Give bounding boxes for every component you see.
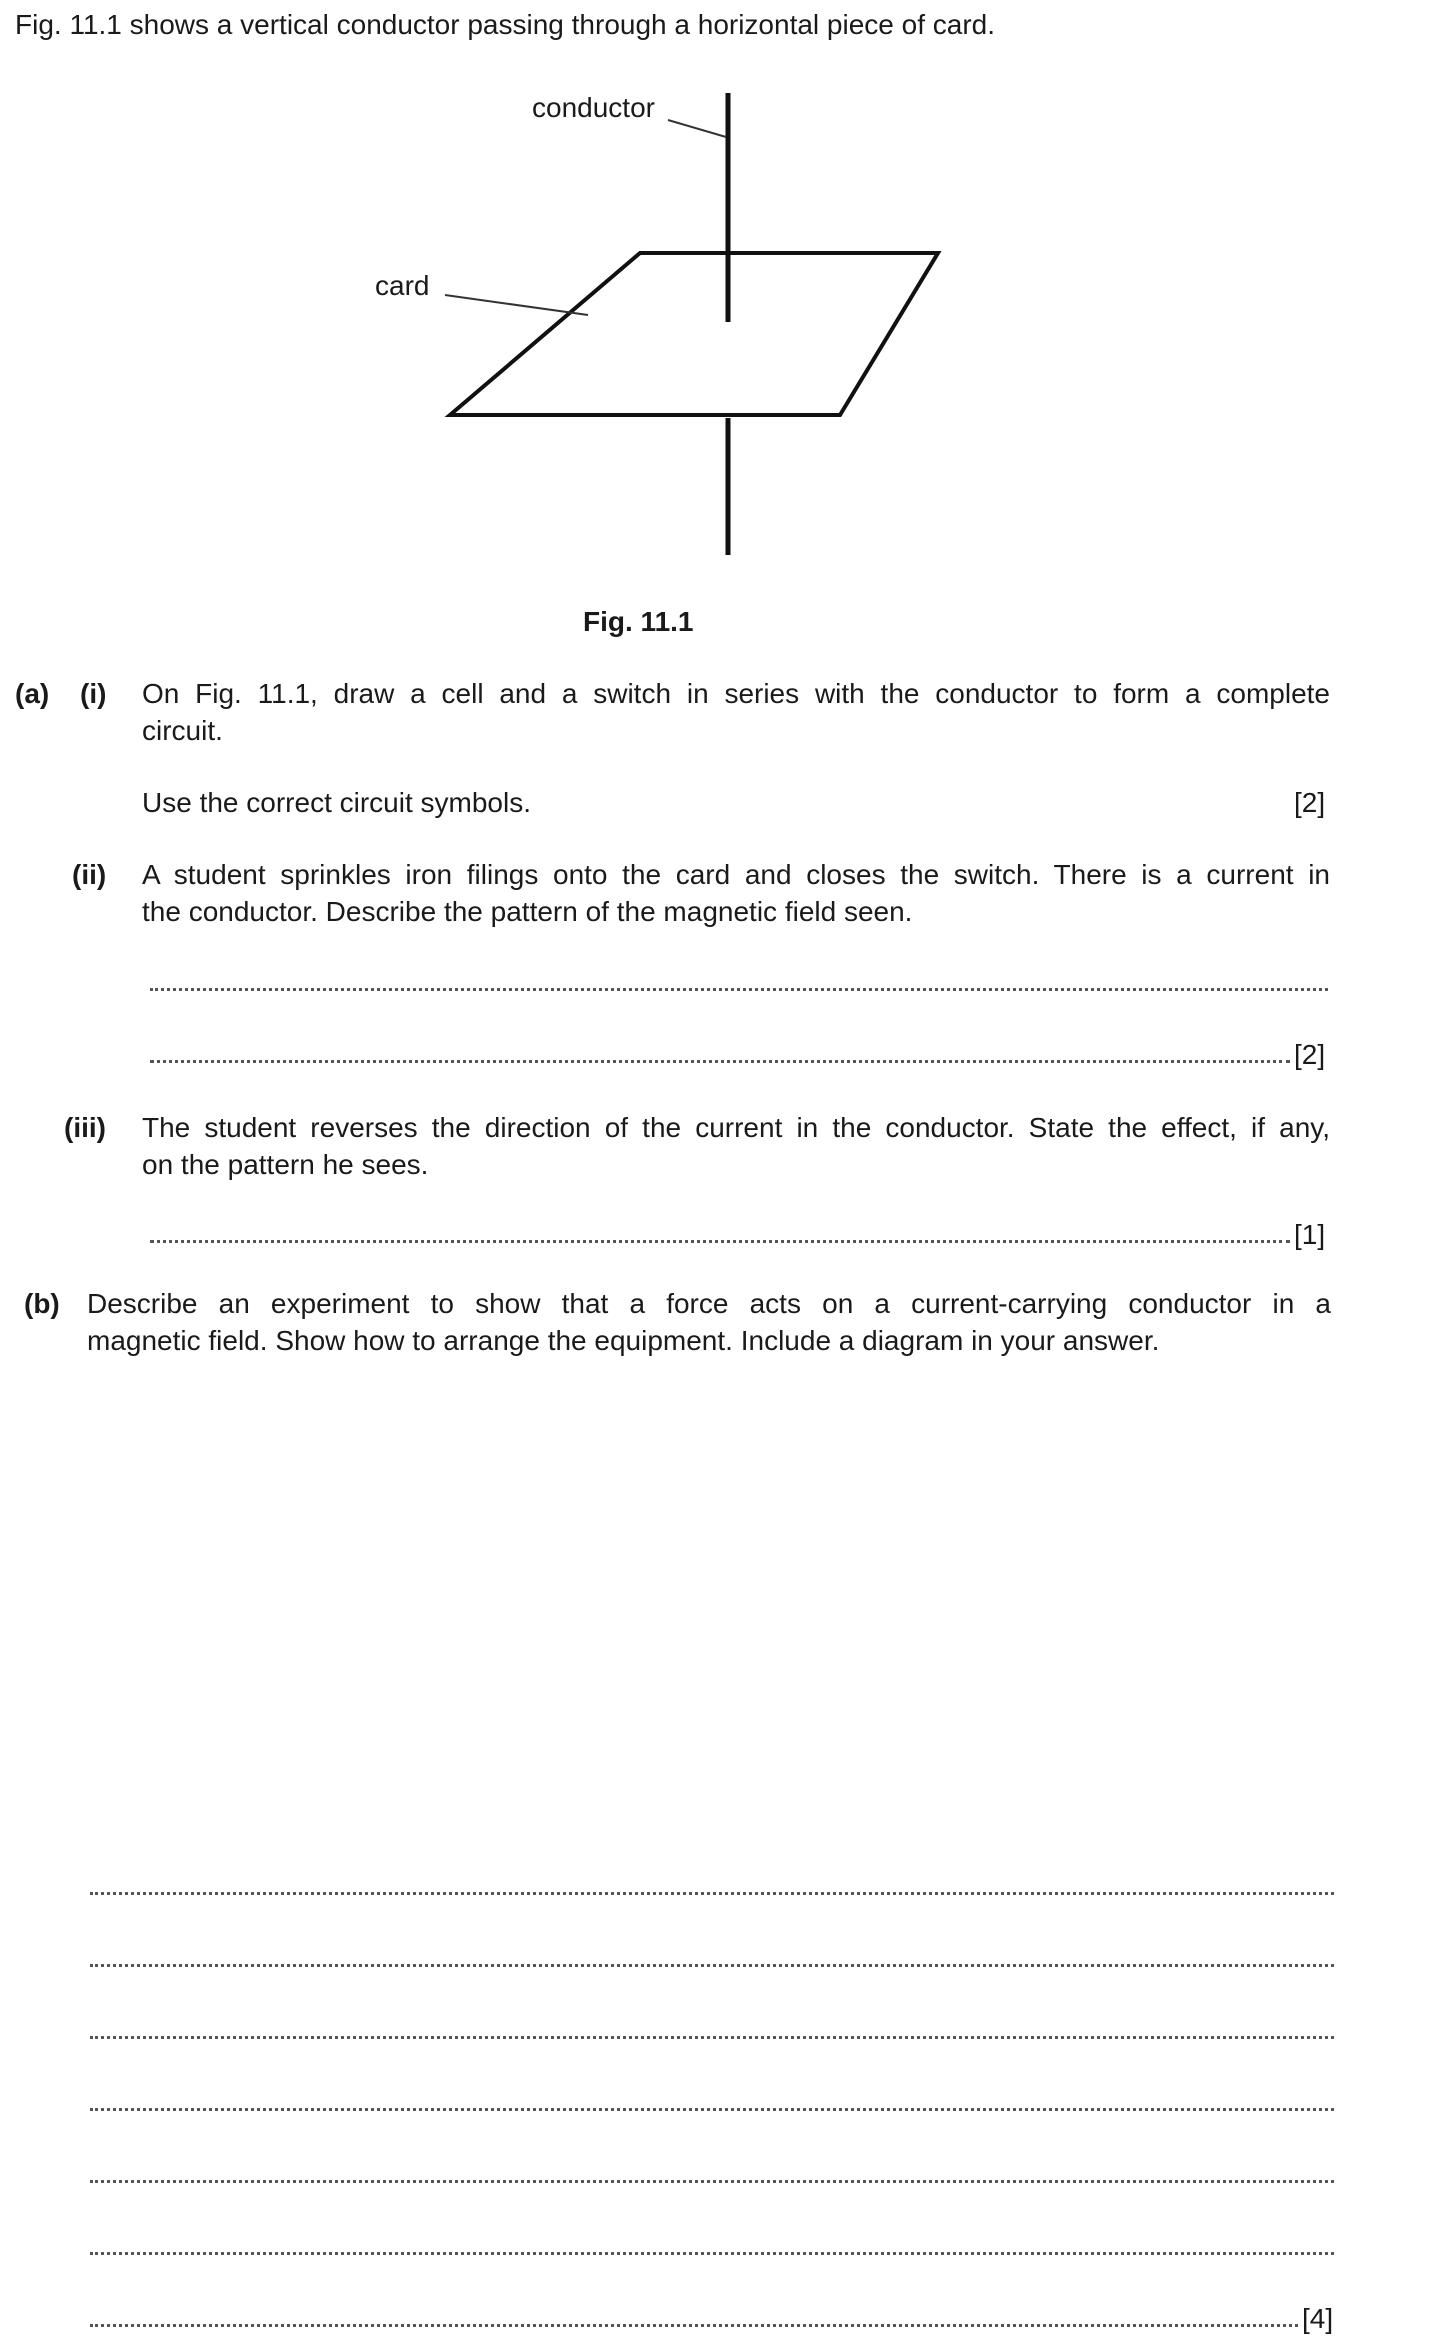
- answer-line-b-4[interactable]: [90, 2108, 1334, 2111]
- answer-line-a-ii-2[interactable]: [150, 1060, 1290, 1063]
- answer-line-b-1[interactable]: [90, 1892, 1334, 1895]
- card-leader-line: [445, 295, 588, 315]
- part-a-iii-label: (iii): [64, 1112, 106, 1143]
- part-a-i-line1: On Fig. 11.1, draw a cell and a switch in series with the conductor to form a complete: [142, 678, 1330, 709]
- part-b-line2: magnetic field. Show how to arrange the equipment. Include a diagram in your answer.: [87, 1325, 1160, 1356]
- answer-line-b-2[interactable]: [90, 1964, 1334, 1967]
- figure-caption: Fig. 11.1: [583, 606, 694, 637]
- answer-line-a-ii-1[interactable]: [150, 988, 1328, 991]
- part-a-ii-marks: [2]: [1294, 1039, 1326, 1070]
- part-b-marks: [4]: [1302, 2303, 1334, 2334]
- answer-line-a-iii-1[interactable]: [150, 1240, 1290, 1243]
- part-a-label: (a): [15, 678, 50, 709]
- part-a-iii-line2: on the pattern he sees.: [142, 1149, 429, 1180]
- part-a-i-label: (i): [80, 678, 107, 709]
- conductor-label: conductor: [532, 92, 655, 123]
- figure-11-1: [0, 0, 1432, 600]
- part-a-i-line3: Use the correct circuit symbols.: [142, 787, 531, 818]
- diagram-answer-area[interactable]: [87, 1380, 1331, 1860]
- answer-line-b-7[interactable]: [90, 2324, 1298, 2327]
- intro-text: Fig. 11.1 shows a vertical conductor passing through a horizontal piece of card.: [15, 9, 996, 40]
- card-label: card: [375, 270, 430, 301]
- part-a-i-line2: circuit.: [142, 715, 223, 746]
- answer-line-b-3[interactable]: [90, 2036, 1334, 2039]
- part-b-line1: Describe an experiment to show that a force acts on a current-carrying conductor in a: [87, 1288, 1331, 1319]
- part-a-i-marks: [2]: [1294, 787, 1326, 818]
- answer-line-b-5[interactable]: [90, 2180, 1334, 2183]
- answer-line-b-6[interactable]: [90, 2252, 1334, 2255]
- part-a-ii-line2: the conductor. Describe the pattern of the magnetic field seen.: [142, 896, 913, 927]
- part-a-iii-marks: [1]: [1294, 1219, 1326, 1250]
- part-a-iii-line1: The student reverses the direction of the current in the conductor. State the effect, if any,: [142, 1112, 1330, 1143]
- part-a-ii-label: (ii): [72, 859, 107, 890]
- card-shape: [450, 253, 938, 415]
- conductor-leader-line: [668, 120, 726, 137]
- part-a-ii-line1: A student sprinkles iron filings onto the card and closes the switch. There is a current in: [142, 859, 1330, 890]
- part-b-label: (b): [24, 1288, 60, 1319]
